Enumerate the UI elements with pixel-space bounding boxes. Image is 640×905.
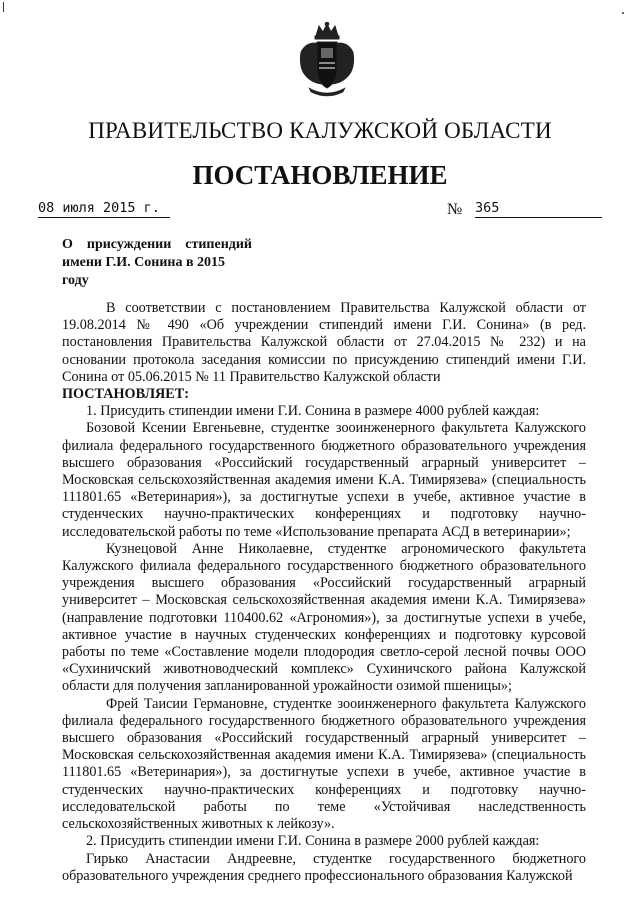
scan-mark xyxy=(3,2,4,12)
document-date: 08 июля 2015 г. xyxy=(38,200,170,218)
awardee-paragraph: Фрей Таисии Германовне, студентке зооинженерного факультета Калужского филиала федерального государственного бюджетного образовательного учреждения высшего образования «Российский государственный аграрный университет – Московская сельскохозяйственная академия имени К.А. Тимирязева» (специальность 111801.65 «Ветеринария»), за достигнутые успехи в учебе, активное участие в студенческих научно-практических конференциях и подготовку научно-исследовательской работы по теме «Устойчивая наследственность сельскохозяйственных животных к лейкозу». xyxy=(62,695,586,833)
awardee-paragraph: Гирько Анастасии Андреевне, студентке государственного бюджетного образовательного учреждения среднего профессионального образования Калужской xyxy=(62,850,586,884)
subject-line-1: О присуждении стипендий xyxy=(62,237,252,252)
clause-1: 1. Присудить стипендии имени Г.И. Сонина в размере 4000 рублей каждая: xyxy=(86,403,540,420)
document-body xyxy=(62,300,586,885)
resolves-heading: ПОСТАНОВЛЯЕТ: xyxy=(62,386,189,403)
document-subject xyxy=(62,236,252,290)
clause-2: 2. Присудить стипендии имени Г.И. Сонина в размере 2000 рублей каждая: xyxy=(86,833,540,850)
subject-line-2: имени Г.И. Сонина в 2015 году xyxy=(62,255,226,288)
organization-title: ПРАВИТЕЛЬСТВО КАЛУЖСКОЙ ОБЛАСТИ xyxy=(88,118,552,143)
number-label: № xyxy=(447,201,463,218)
document-type-title: ПОСТАНОВЛЕНИЕ xyxy=(192,160,448,190)
coat-of-arms-icon xyxy=(297,22,357,98)
document-number: 365 xyxy=(475,200,602,218)
scan-mark xyxy=(622,12,624,14)
preamble-paragraph: В соответствии с постановлением Правительства Калужской области от 19.08.2014 № 490 «Об учреждении стипендий имени Г.И. Сонина» (в ред. постановления Правительства Калужской области от 27.04.2015 № 232) и на основании протокола заседания комиссии по присуждению стипендий имени Г.И. Сонина от 05.06.2015 № 11 Правительство Калужской области xyxy=(62,300,586,385)
awardee-paragraph: Кузнецовой Анне Николаевне, студентке агрономического факультета Калужского филиала федерального государственного бюджетного образовательного учреждения высшего образования «Российский государственный аграрный университет – Московская сельскохозяйственная академия имени К.А. Тимирязева» (направление подготовки 110400.62 «Агрономия»), за достигнутые успехи в учебе, активное участие в научных студенческих конференциях и подготовку курсовой работы по теме «Составление модели плодородия светло-серой лесной почвы ООО «Сухиничский животноводческий комплекс» Сухиничского района Калужской области для получения запланированной урожайности озимой пшеницы»; xyxy=(62,540,586,695)
awardee-paragraph: Бозовой Ксении Евгеньевне, студентке зооинженерного факультета Калужского филиала федерального государственного бюджетного образовательного учреждения высшего образования «Российский государственный аграрный университет – Московская сельскохозяйственная академия имени К.А. Тимирязева» (специальность 111801.65 «Ветеринария»), за достигнутые успехи в учебе, активное участие в студенческих научно-практических конференциях и подготовку научно-исследовательской работы по теме «Использование препарата АСД в ветеринарии»; xyxy=(62,420,586,540)
